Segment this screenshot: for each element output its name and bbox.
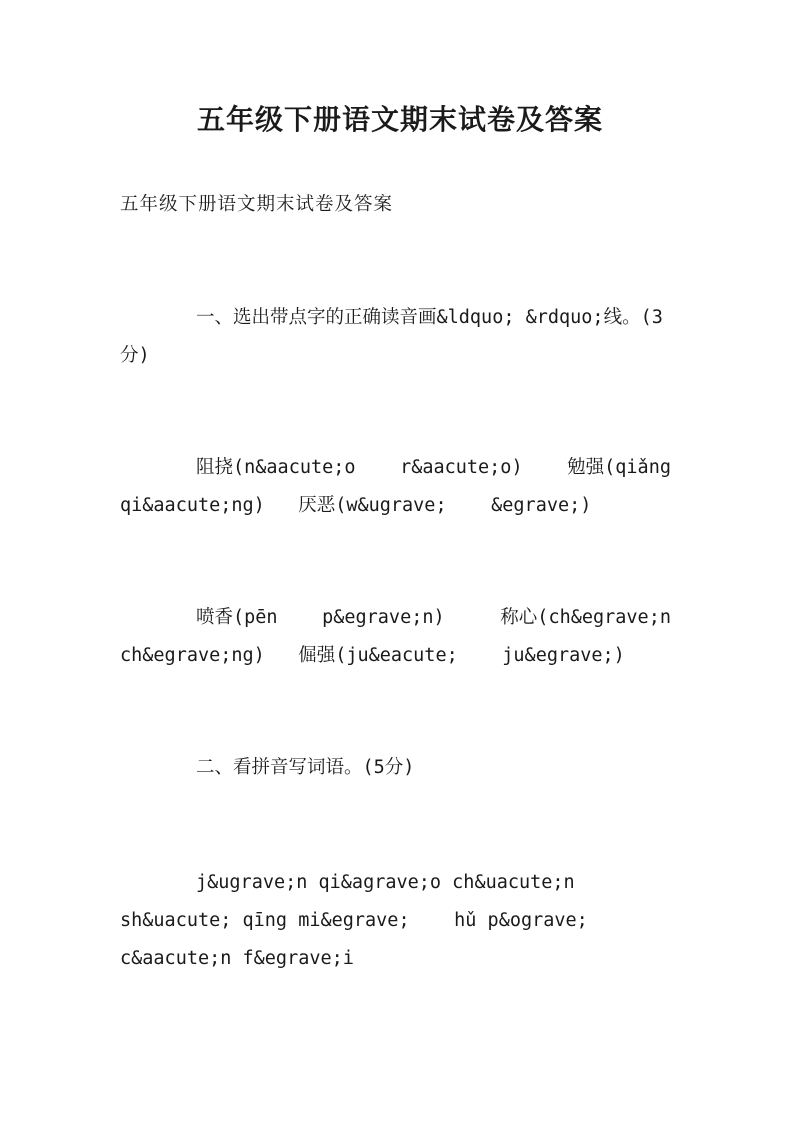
section2-heading: 二、看拼音写词语。(5分) — [196, 757, 415, 778]
document-subtitle: 五年级下册语文期末试卷及答案 — [120, 194, 394, 215]
section2-pinyin: j&ugrave;n qi&agrave;o ch&uacute;n sh&uacute; qīng mi&egrave; hǔ p&ograve; c&aacute;n f&egrave;i — [120, 872, 655, 969]
document-title: 五年级下册语文期末试卷及答案 — [196, 103, 603, 136]
section1-line2: 喷香(pēn p&egrave;n) 称心(ch&egrave;n ch&egrave;ng) 倔强(ju&eacute; ju&egrave;) — [120, 607, 683, 666]
section1-line1: 阻挠(n&aacute;o r&aacute;o) 勉强(qiǎng qi&aacute;ng) 厌恶(w&ugrave; &egrave;) — [120, 457, 683, 516]
section1-heading: 一、选出带点字的正确读音画&ldquo; &rdquo;线。(3分) — [120, 307, 663, 366]
